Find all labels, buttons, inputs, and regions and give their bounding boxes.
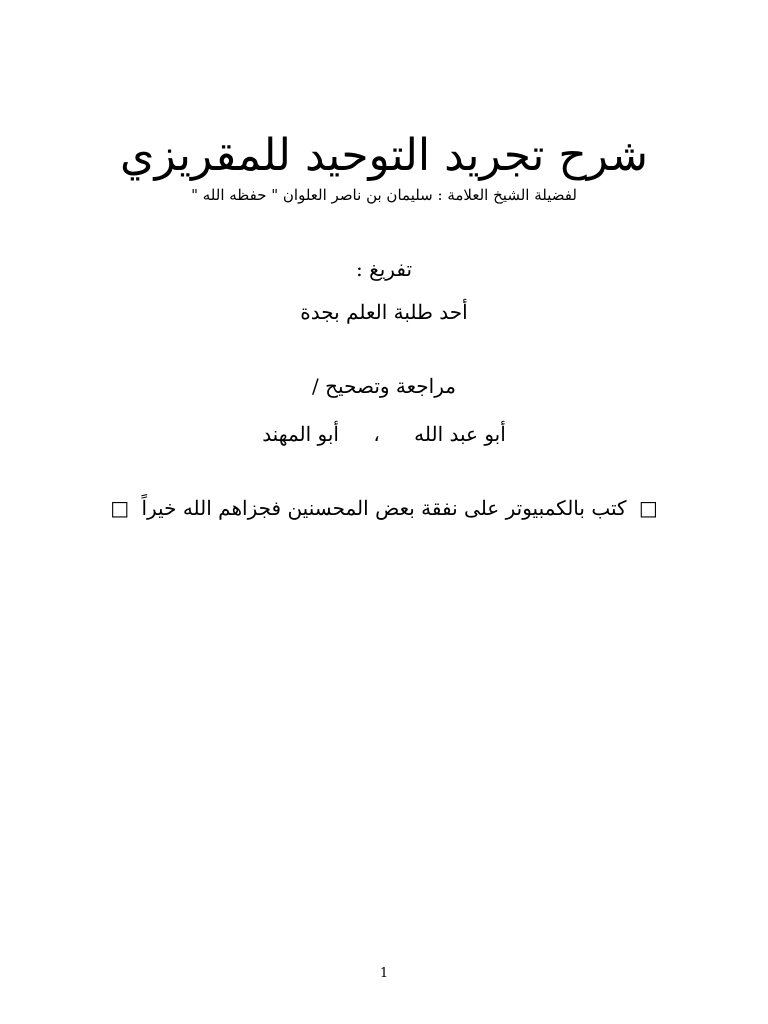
review-label: مراجعة وتصحيح / — [312, 374, 456, 398]
donor-note — [0, 493, 768, 523]
reviewer-2: أبو المهند — [262, 422, 339, 446]
document-subtitle: لفضيلة الشيخ العلامة : سليمان بن ناصر العلوان " حفظه الله " — [191, 186, 577, 204]
donor-note-text: كتب بالكمبيوتر على نفقة بعض المحسنين فجزاهم الله خيراً — [141, 496, 627, 520]
transcriber-name: أحد طلبة العلم بجدة — [300, 300, 468, 324]
page-number: 1 — [379, 966, 389, 981]
reviewers-line — [0, 419, 768, 449]
missing-glyph-box-start: □ — [638, 496, 658, 520]
reviewer-separator: ، — [373, 422, 380, 446]
missing-glyph-box-end: □ — [110, 496, 130, 520]
reviewer-1: أبو عبد الله — [414, 422, 506, 446]
transcription-label: تفريغ : — [355, 257, 413, 281]
document-title: شرح تجريد التوحيد للمقريزي — [120, 130, 648, 181]
